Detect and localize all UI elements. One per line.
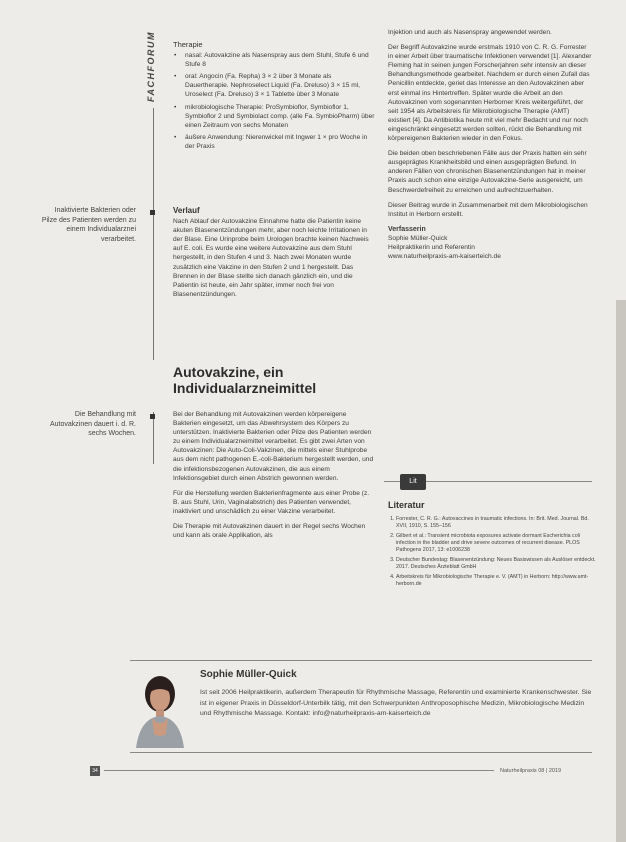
literature-list bbox=[386, 516, 600, 591]
therapy-list bbox=[173, 51, 375, 151]
margin-bullet bbox=[150, 210, 155, 215]
column-divider bbox=[153, 108, 154, 360]
literature-item: 1. Forrester, C. R. G.: Autovaccines in traumatic infections. In: Brit. Med. Journal. Bd. XVII, 1910, S. 155–156 bbox=[396, 516, 600, 530]
body-paragraph: Der Begriff Autovakzine wurde erstmals 1910 von C. R. G. Forrester in einer Arbeit über traumatische Infektionen verwendet [1]. Alexander Fleming hat in seinen jungen Forscherjahren sehr intensiv an dieser Behandlungsmethode gearbeitet. Nachdem er durch einen Zufall das Penicillin entdeckte, geriet das Interesse an den Autovakzinen aber erst einmal ins Hintertreffen. Später wurde die Arbeit an den Autovakzinen vom sogenannten Herborner Kreis weitergeführt, der seit 1954 als Arbeitskreis für Mikrobiologische Therapie (AMT) existiert [4]. Da Antibiotika heute mit viel mehr Bedacht und nur noch eingeschränkt eingesetzt werden sollten, rückt die Behandlung mit körpereigenen Bakterien wieder in den Fokus. bbox=[388, 44, 592, 143]
bio-top-divider bbox=[130, 660, 592, 661]
therapy-item: • nasal: Autovakzine als Nasenspray aus dem Stuhl, Stufe 6 und Stufe 8 bbox=[183, 51, 375, 69]
verlauf-section bbox=[173, 206, 375, 305]
body-paragraph: Für die Herstellung werden Bakterienfragmente aus einer Probe (z. B. aus Stuhl, Urin, Vaginalabstrich) des Patienten verwendet, inaktiviert und unschädlich zu einer Vakzine verarbeitet. bbox=[173, 489, 370, 515]
journal-footer: Naturheilpraxis 08 | 2019 bbox=[500, 768, 562, 774]
column-divider bbox=[153, 412, 154, 464]
section-label: FACHFORUM bbox=[146, 31, 156, 102]
verlauf-heading: Verlauf bbox=[173, 206, 200, 215]
margin-bullet bbox=[150, 414, 155, 419]
body-paragraph: Bei der Behandlung mit Autovakzinen werden körpereigene Bakterien eingesetzt, um das Abwehrsystem des Körpers zu unterstützen. Inaktivierte Bakterien oder Pilze des Patienten werden zu einem Individualarzneimittel verarbeitet. Es gibt zwei Arten von Autovakzinen: Die Auto-Coli-Vakzinen, die mittels einer Stuhlprobe aus dem nicht pathogenen E.-coli-Bakterium hergestellt werden, und die infektionsbezogenen Autovakzinen, die aus einem Infektionsgebiet durch einen Abstrich gewonnen werden. bbox=[173, 411, 374, 482]
left-column-top bbox=[173, 40, 375, 154]
therapy-heading: Therapie bbox=[173, 40, 203, 49]
footer-divider bbox=[104, 770, 494, 771]
margin-note-2: Die Behandlung mit Autovakzinen dauert i. d. R. sechs Wochen. bbox=[50, 411, 136, 438]
bio-bottom-divider bbox=[130, 752, 592, 753]
literature-item: 4. Arbeitskreis für Mikrobiologische Therapie e. V. (AMT) in Herborn: http://www.amt-herborn.de bbox=[396, 574, 600, 588]
author-label: Verfasserin bbox=[388, 225, 426, 233]
main-heading: Autovakzine, ein Individualarzneimittel bbox=[173, 364, 317, 396]
scan-edge bbox=[616, 300, 626, 842]
literature-item: 2. Gilbert et al.: Transient microbiota exposures activate dormant Escherichia coli infection in the bladder and drive severe outcomes of recurrent disease. PLOS Pathogens 2017, 13: e1006238 bbox=[396, 533, 600, 554]
right-column bbox=[388, 28, 592, 261]
author-role: Heilpraktikerin und Referentin bbox=[388, 243, 475, 251]
therapy-item: • äußere Anwendung: Nierenwickel mit Ingwer 1 × pro Woche in der Praxis bbox=[183, 133, 375, 151]
literature-item: 3. Deutscher Bundestag: Blasenentzündung: Neues Basiswissen als Auslöser entdeckt. 2017. Deutsches Ärzteblatt GmbH bbox=[396, 557, 600, 571]
author-photo bbox=[130, 668, 190, 748]
body-paragraph: Injektion und auch als Nasenspray angewendet werden. bbox=[388, 29, 552, 36]
body-paragraph: Die beiden oben beschriebenen Fälle aus der Praxis hatten ein sehr ausgeprägtes Krankheitsbild und einen ausgeprägten Befund. In anderen Fällen von chronischen Blasenentzündungen hat in meiner Praxis auch schon eine einzige Autovakzine-Serie ausgereicht, um Beschwerdefreiheit zu erreichen und aufrechtzuerhalten. bbox=[388, 150, 587, 194]
literature-logo-icon: Lit bbox=[400, 474, 426, 490]
verlauf-text: Nach Ablauf der Autovakzine Einnahme hatte die Patientin keine akuten Blasenentzündungen mehr, aber noch leichte Irritationen in der Blase. Eine Urinprobe beim Urologen brachte keinen Nachweis auf E. coli. Es wurde eine weitere Autovakzine aus dem Stuhl hergestellt, in den Stufen 4 und 3. Nach zwei Monaten wurde zusätzlich eine Vakzine in den Stufen 2 und 1 hergestellt. Das Brennen in der Blase stellte sich danach gänzlich ein, und die Patientin ist heute, ein Jahr später, immer noch frei von Blasenentzündungen. bbox=[173, 218, 369, 298]
body-paragraph: Dieser Beitrag wurde in Zusammenarbeit mit dem Mikrobiologischen Institut in Herborn erstellt. bbox=[388, 201, 588, 218]
therapy-item: • oral: Angocin (Fa. Repha) 3 × 2 über 3 Monate als Dauertherapie. Nephroselect Liquid (Fa. Dreluso) 3 × 15 ml, Uroselect (Fa. Dreluso) 3 × 1 Tablette über 3 Monate bbox=[183, 72, 375, 99]
bio-text: Ist seit 2006 Heilpraktikerin, außerdem Therapeutin für Rhythmische Massage, Referentin und examinierte Krankenschwester. Sie ist in eigener Praxis in Düsseldorf-Unterbilk tätig, mit den Schwerpunkten Anthroposophische Medizin, Mikrobiologische Medizin und Rhythmische Massage. Kontakt: info@naturheilpraxis-am-kaiserteich.de bbox=[200, 689, 592, 718]
left-column-body bbox=[173, 410, 375, 546]
margin-note-1: Inaktivierte Bakterien oder Pilze des Patienten werden zu einem Individualarznei verarbeitet. bbox=[41, 207, 136, 243]
page-number: 34 bbox=[90, 766, 100, 776]
author-name: Sophie Müller-Quick bbox=[388, 234, 448, 242]
bio-name: Sophie Müller-Quick bbox=[200, 669, 297, 680]
author-website: www.naturheilpraxis-am-kaiserteich.de bbox=[388, 253, 501, 261]
literature-heading: Literatur bbox=[388, 500, 425, 510]
body-paragraph: Die Therapie mit Autovakzinen dauert in der Regel sechs Wochen und kann als orale Applikation, als bbox=[173, 523, 366, 540]
therapy-item: • mikrobiologische Therapie: ProSymbioflor, Symbioflor 1, Symbioflor 2 und Symbiolact comp. (alle Fa. SymbioPharm) über einen Zeitraum von sechs Monaten bbox=[183, 103, 375, 130]
